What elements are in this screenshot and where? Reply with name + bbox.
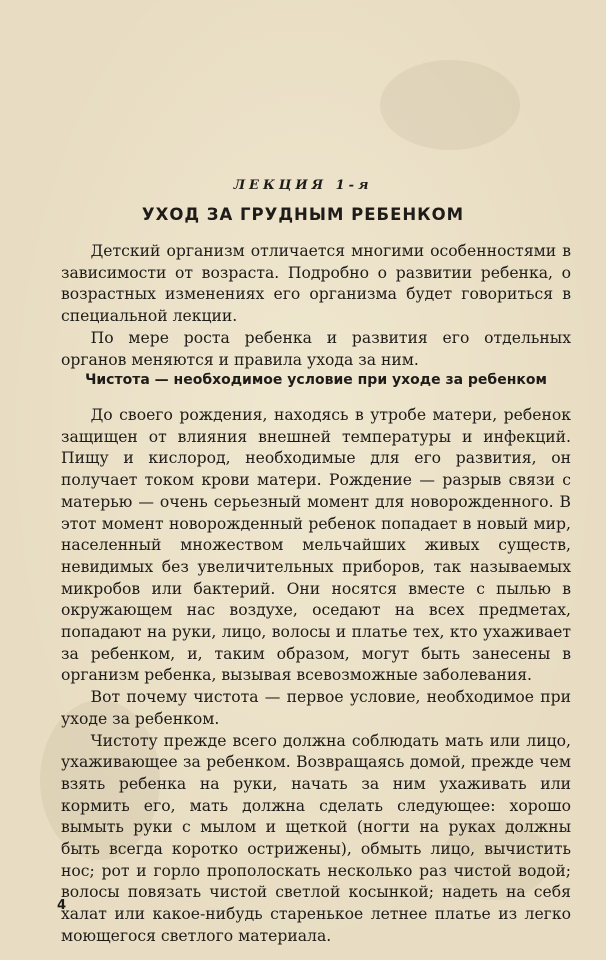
paragraph: Чистоту прежде всего должна соблюдать мать или лицо, ухаживающее за ребенком. Возвращаясь домой, прежде чем взять ребенка на руки, начать за ним ухаживать или кормить его, мать должна сделать следующее: хорошо вымыть руки с мылом и щеткой (ногти на руках должны быть всегда коротко острижены), обмыть лицо, вычистить нос; рот и горло прополоскать несколько раз чистой водой; волосы повязать чистой светлой косынкой; надеть на себя халат или какое-нибудь старенькое летнее платье из легко моющегося светлого материала.: [61, 731, 571, 945]
lecture-label: ЛЕКЦИЯ 1-я: [233, 178, 373, 193]
paragraph: Детский организм отличается многими особенностями в зависимости от возраста. Подробно о развитии ребенка, о возрастных изменениях его организма будет говориться в специальной лекции.: [61, 242, 571, 326]
paper-stain: [380, 60, 520, 150]
paragraph: До своего рождения, находясь в утробе матери, ребенок защищен от влияния внешней температуры и инфекций. Пищу и кислород, необходимые для его развития, он получает током крови матери. Рождение — разрыв связи с матерью — очень серьезный момент для новорожденного. В этот момент новорожденный ребенок попадает в новый мир, населенный множеством мельчайших живых существ, невидимых без увеличительных приборов, так называемых микробов или бактерий. Они носятся вместе с пылью в окружающем нас воздухе, оседают на всех предметах, попадают на руки, лицо, волосы и платье тех, кто ухаживает за ребенком, и, таким образом, могут быть занесены в организм ребенка, вызывая всевозможные заболевания.: [61, 406, 571, 685]
page-title: УХОД ЗА ГРУДНЫМ РЕБЕНКОМ: [141, 205, 465, 224]
page-number: 4: [57, 898, 67, 913]
section-text: [61, 405, 571, 948]
paragraph: Вот почему чистота — первое условие, необходимое при уходе за ребенком.: [61, 688, 571, 728]
paragraph: По мере роста ребенка и развития его отдельных органов меняются и правила ухода за ним.: [61, 328, 571, 369]
section-title: Чистота — необходимое условие при уходе за ребенком: [85, 372, 547, 388]
intro-text: [61, 241, 571, 371]
